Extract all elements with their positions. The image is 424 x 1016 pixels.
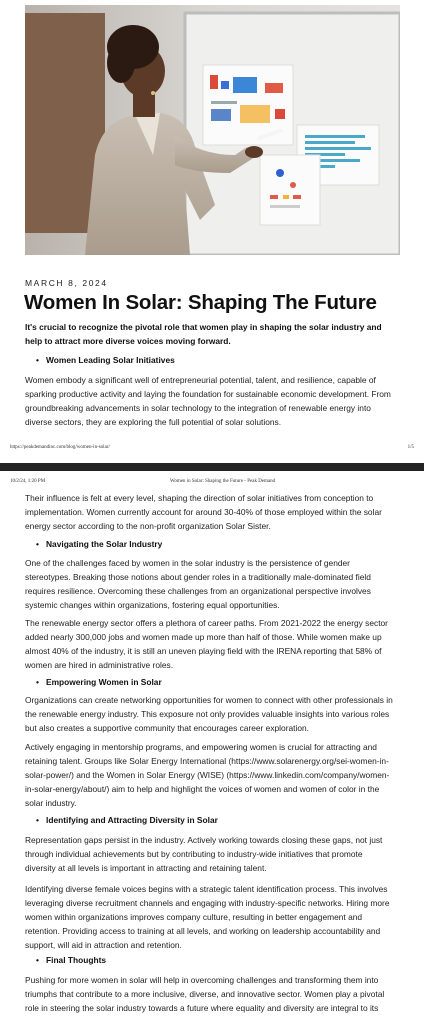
bullet-icon: • [36,355,39,365]
paragraph: Women embody a significant well of entrepreneurial potential, talent, and resilience, capable of sparking productive activity and laying the foundation for sustainable economic development. From groundbreaking advancements in solar technology to the integration of renewable energy into diverse sectors, they are exploring the full potential of solar solutions. [25,375,391,427]
bullet-icon: • [36,539,39,549]
section-heading-empowering [36,677,162,687]
section-heading-women-leading [36,355,175,365]
pdf-page-2 [0,471,424,1016]
section-heading-label: Navigating the Solar Industry [46,539,163,549]
paragraph: Pushing for more women in solar will help in overcoming challenges and transforming them into triumphs that contribute to a more inclusive, diverse, and innovative sector. Women play a pivotal role in steering the solar industry towards a future where equality and diversity are integral to its [25,975,385,1013]
section-heading-label: Women Leading Solar Initiatives [46,355,175,365]
post-date: MARCH 8, 2024 [25,278,108,288]
section-heading-navigating [36,539,162,549]
header-title: Women in Solar: Shaping the Future - Peak Demand [170,479,276,484]
bullet-icon: • [36,677,39,687]
footer-url[interactable]: https://peakdemandinc.com/blog/women-in-solar/ [10,445,110,450]
page-separator [0,463,424,471]
section-heading-label: Empowering Women in Solar [46,677,162,687]
paragraph: Actively engaging in mentorship programs, and empowering women is crucial for attracting and retaining talent. Groups like Solar Energy International (https://www.solarenergy.org/sei-women-in-solar-power/) and the Women in Solar Energy (WISE) (https://www.linkedin.com/company/women-in-solar-energy/about/) aim to help and highlight the voices of women and women of color in the solar industry. [25,742,390,808]
paragraph: The renewable energy sector offers a plethora of career paths. From 2021-2022 the energy sector added nearly 300,000 jobs and women made up more than half of those. While women make up almost 40% of the industry, it is still an uneven playing field with the IRENA reporting that 58% of women are hired in administrative roles. [25,618,388,670]
bullet-icon: • [36,815,39,825]
hero-photo [25,5,400,255]
section-heading-final-thoughts [36,955,106,965]
bullet-icon: • [36,955,39,965]
paragraph: One of the challenges faced by women in the solar industry is the persistence of gender stereotypes. Breaking those notions about gender roles in a traditionally male-dominated field requires resilience. Overcoming these challenges from an organizational perspective involves systemic changes within organizations, fostering equal opportunities. [25,558,371,610]
paragraph: Organizations can create networking opportunities for women to connect with other professionals in the renewable energy industry. This exposure not only provides valuable insights into various roles but also creates a supportive community that encourages career exploration. [25,695,393,733]
pdf-page-1 [0,0,424,463]
section-heading-label: Identifying and Attracting Diversity in Solar [46,815,218,825]
header-datetime: 10/2/24, 1:20 PM [10,479,46,484]
section-heading-identifying [36,815,218,825]
section-heading-label: Final Thoughts [46,955,107,965]
article-lead: It's crucial to recognize the pivotal role that women play in shaping the solar industry and help to attract more diverse voices moving forward. [25,322,382,346]
paragraph: Their influence is felt at every level, shaping the direction of solar initiatives from conception to implementation. Women currently account for around 30-40% of those employed within the solar energy sector according to the non-profit organization Solar Sister. [25,493,382,531]
footer-page-number: 1/5 [407,445,414,450]
article-title: Women In Solar: Shaping The Future [24,291,377,314]
paragraph: Identifying diverse female voices begins with a strategic talent identification process. This involves leveraging diverse recruitment channels and engaging with industry-specific networks. Hiring more women within organizations improves company culture, resulting in better engagement and retention. Providing access to training at all levels, and working on leadership accountability and support, will aid in attraction and retention. [25,884,390,950]
paragraph: Representation gaps persist in the industry. Actively working towards closing these gaps, not just through individual achievements but by contributing to industry-wide initiatives that promote diversity at all levels is important in attracting and retaining talent. [25,835,383,873]
